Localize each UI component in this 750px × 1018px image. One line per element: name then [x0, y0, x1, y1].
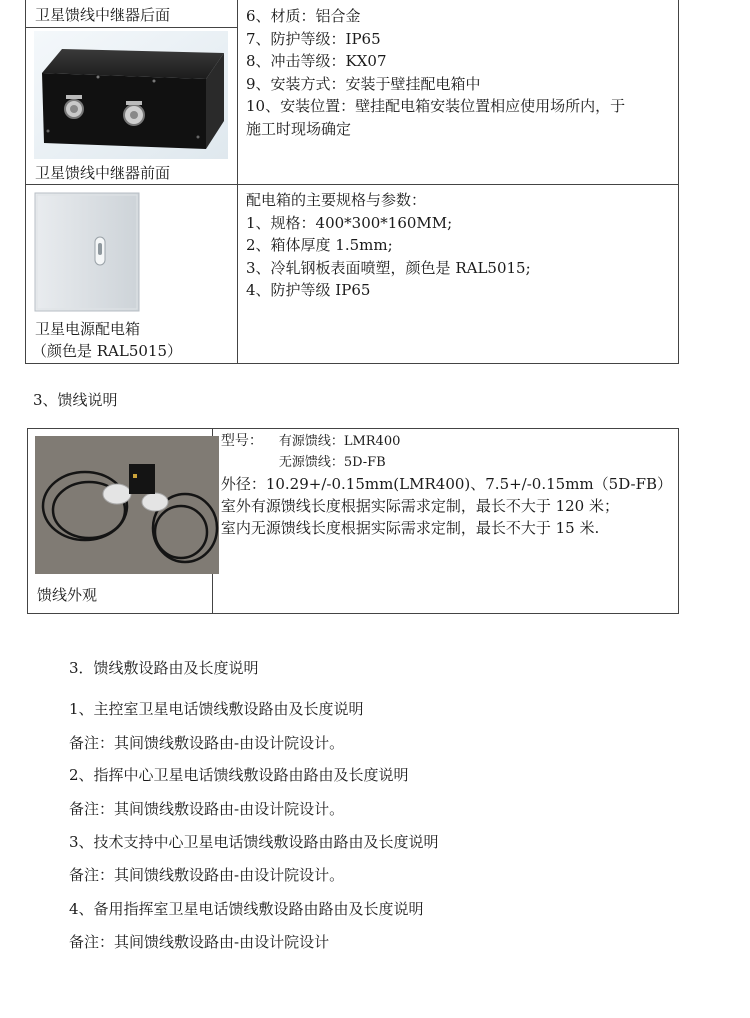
- spec-line: 8、冲击等级：KX07: [246, 52, 387, 70]
- routing-item-title: 3、技术支持中心卫星电话馈线敷设路由路由及长度说明: [69, 833, 439, 851]
- indoor-length: 室内无源馈线长度根据实际需求定制，最长不大于 15 米.: [220, 519, 600, 537]
- spec-line: 6、材质：铝合金: [246, 7, 361, 25]
- repeater-photo: [34, 31, 228, 159]
- outer-diameter: 外径：10.29+/-0.15mm(LMR400)、7.5+/-0.15mm（5D-FB）: [220, 475, 672, 493]
- feeder-spec-cell: [212, 429, 678, 614]
- repeater-front-caption: 卫星馈线中继器前面: [35, 164, 171, 182]
- spec-line: 4、防护等级 IP65: [246, 281, 371, 299]
- spec-line: 9、安装方式：安装于壁挂配电箱中: [246, 74, 481, 93]
- power-box-photo: [34, 192, 140, 312]
- spec-line: 1、规格：400*300*160MM;: [246, 213, 453, 232]
- routing-item-title: 2、指挥中心卫星电话馈线敷设路由路由及长度说明: [69, 766, 409, 784]
- repeater-spec-table: [25, 0, 679, 364]
- power-box-color-caption: （颜色是 RAL5015）: [32, 342, 183, 360]
- spec-line: 施工时现场确定: [246, 119, 352, 138]
- power-box-cell: [26, 185, 238, 364]
- routing-item-note: 备注：其间馈线敷设路由-由设计院设计。: [69, 866, 345, 884]
- repeater-back-caption: 卫星馈线中继器后面: [35, 6, 171, 24]
- routing-heading: 3．馈线敷设路由及长度说明: [69, 659, 259, 677]
- spec-line: 7、防护等级：IP65: [246, 29, 381, 48]
- spec-line: 2、箱体厚度 1.5mm;: [246, 236, 393, 254]
- routing-item-note: 备注：其间馈线敷设路由-由设计院设计。: [69, 734, 345, 752]
- power-box-caption: 卫星电源配电箱: [35, 320, 141, 338]
- model-active: 有源馈线：LMR400: [278, 434, 401, 449]
- repeater-spec-cell: [238, 0, 679, 185]
- spec-line: 10、安装位置：壁挂配电箱安装位置相应使用场所内，于: [246, 97, 626, 115]
- power-box-spec-cell: [238, 185, 679, 364]
- repeater-front-cell: [26, 28, 238, 185]
- routing-item-title: 4、备用指挥室卫星电话馈线敷设路由路由及长度说明: [69, 900, 424, 918]
- section-heading: 3、馈线说明: [33, 391, 118, 409]
- model-label: 型号：: [220, 433, 263, 449]
- spec-line: 3、冷轧钢板表面喷塑，颜色是 RAL5015;: [246, 258, 531, 277]
- routing-item-title: 1、主控室卫星电话馈线敷设路由及长度说明: [69, 700, 364, 718]
- feeder-caption: 馈线外观: [37, 586, 98, 604]
- feeder-photo: [35, 436, 219, 574]
- model-passive: 无源馈线：5D-FB: [278, 455, 386, 470]
- feeder-spec-table: [27, 428, 679, 614]
- routing-item-note: 备注：其间馈线敷设路由-由设计院设计。: [69, 800, 345, 818]
- outdoor-length: 室外有源馈线长度根据实际需求定制，最长不大于 120 米；: [220, 497, 619, 515]
- repeater-back-cell: [26, 0, 238, 28]
- routing-item-note: 备注：其间馈线敷设路由-由设计院设计: [69, 933, 330, 951]
- spec-line: 配电箱的主要规格与参数：: [246, 191, 427, 209]
- feeder-photo-cell: [28, 429, 213, 614]
